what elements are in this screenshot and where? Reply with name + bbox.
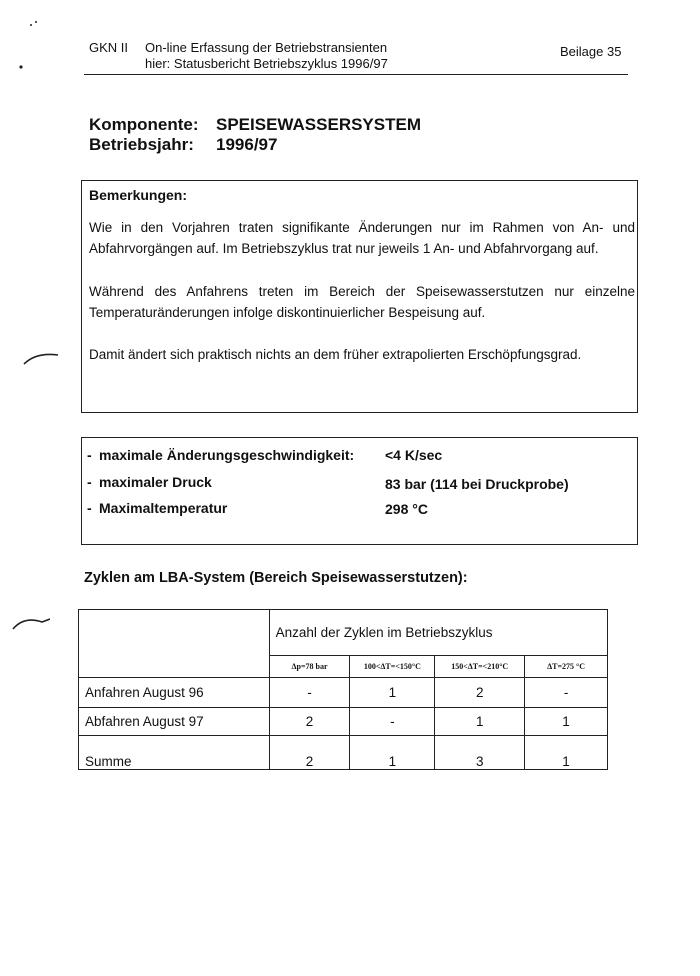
stat-dash: - [87,500,92,516]
table-cell: 1 [525,736,608,770]
component-label: Komponente: [89,115,199,134]
column-header: ΔT=275 °C [525,656,608,678]
table-cell: - [269,678,350,708]
stat-value: 298 °C [385,501,428,517]
column-header: 150<ΔT=<210°C [435,656,525,678]
margin-dot [18,64,24,70]
table-cell: 1 [525,708,608,736]
stat-label: maximale Änderungsgeschwindigkeit: [99,447,355,463]
year-label: Betriebsjahr: [89,135,194,154]
table-cell: - [350,708,435,736]
attachment-label: Beilage 35 [560,44,622,59]
row-label: Anfahren August 96 [79,678,270,708]
row-label: Summe [79,736,270,770]
table-cell: 2 [269,736,350,770]
remarks-title: Bemerkungen: [89,187,188,203]
table-cell: - [525,678,608,708]
margin-stroke [22,346,62,368]
stat-label: Maximaltemperatur [99,500,228,516]
header-rule [84,74,628,75]
table-cell: 1 [435,708,525,736]
year-value: 1996/97 [216,135,278,154]
table-cell: 3 [435,736,525,770]
stat-value: 83 bar (114 bei Druckprobe) [385,476,569,492]
header-title-line1: On-line Erfassung der Betriebstransienten [145,40,388,55]
stat-label: maximaler Druck [99,474,212,490]
table-corner [79,610,270,678]
cycles-table [78,609,608,770]
table-cell: 1 [350,678,435,708]
row-label: Abfahren August 97 [79,708,270,736]
table-cell: 2 [269,708,350,736]
stat-dash: - [87,474,92,490]
margin-stroke [10,610,50,634]
component-value: SPEISEWASSERSYSTEM [216,115,421,134]
remarks-paragraph: Wie in den Vorjahren traten signifikante Änderungen nur im Rahmen von An- und Abfahrvorgängen auf. Im Betriebszyklus trat nur jeweils 1 An- und Abfahrvorgang auf. [89,220,635,256]
margin-mark [28,18,42,28]
table-cell: 1 [350,736,435,770]
stat-dash: - [87,447,92,463]
stat-value: <4 K/sec [385,447,443,463]
header-title-line2: hier: Statusbericht Betriebszyklus 1996/97 [145,56,388,71]
header-org: GKN II [89,40,129,55]
remarks-paragraph: Während des Anfahrens treten im Bereich der Speisewasserstutzen nur einzelne Temperaturänderungen infolge diskontinuierlicher Bespeisung auf. [89,284,635,320]
table-cell: 2 [435,678,525,708]
group-header: Anzahl der Zyklen im Betriebszyklus [269,610,607,656]
column-header: Δp=78 bar [269,656,350,678]
column-header: 100<ΔT=<150°C [350,656,435,678]
cycles-title: Zyklen am LBA-System (Bereich Speisewasserstutzen): [84,570,468,586]
remarks-paragraph: Damit ändert sich praktisch nichts an dem früher extrapolierten Erschöpfungsgrad. [89,347,582,362]
